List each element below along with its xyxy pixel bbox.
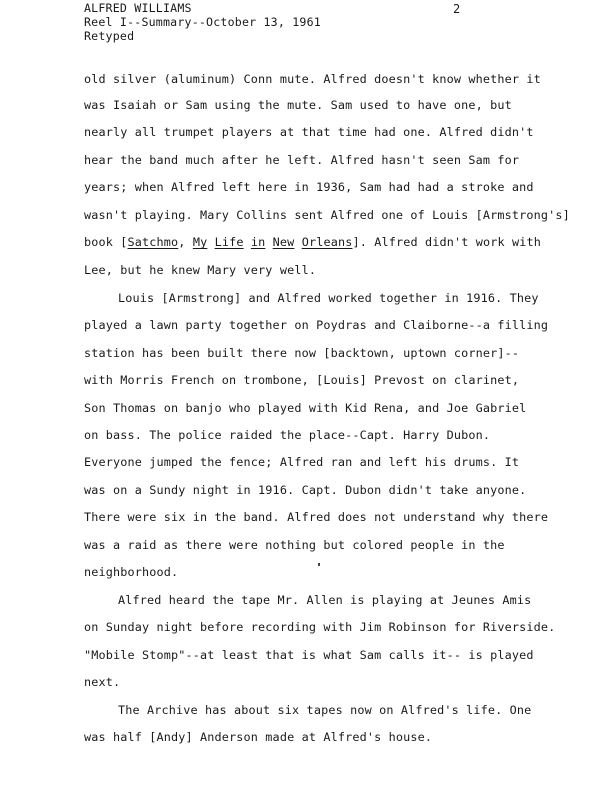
- p4-line-2: was half [Andy] Anderson made at Alfred's house.: [84, 730, 433, 744]
- book-title-word: New: [272, 235, 295, 249]
- p2-line-8: was on a Sundy night in 1916. Capt. Dubon didn't take anyone.: [84, 483, 527, 497]
- p2-line-7: Everyone jumped the fence; Alfred ran and left his drums. It: [84, 455, 520, 469]
- p1-line-7-text: book [: [84, 235, 128, 249]
- p3-line-3: "Mobile Stomp"--at least that is what Sam calls it-- is played: [84, 648, 534, 662]
- p1-line-7-text: ,: [178, 235, 193, 249]
- p1-line-7-text: [294, 235, 301, 249]
- p4-line-1: The Archive has about six tapes now on Alfred's life. One: [118, 703, 532, 717]
- p1-line-3: nearly all trumpet players at that time had one. Alfred didn't: [84, 125, 534, 139]
- header-name: ALFRED WILLIAMS: [84, 1, 192, 15]
- p1-line-6: wasn't playing. Mary Collins sent Alfred one of Louis [Armstrong's]: [84, 208, 570, 222]
- p2-line-2: played a lawn party together on Poydras and Claiborne--a filling: [84, 318, 549, 332]
- p1-line-7: [84, 235, 541, 249]
- p1-line-7-text: [207, 235, 214, 249]
- p1-line-4: hear the band much after he left. Alfred hasn't seen Sam for: [84, 153, 520, 167]
- book-title-word: in: [250, 235, 266, 249]
- p2-line-5: Son Thomas on banjo who played with Kid Rena, and Joe Gabriel: [84, 401, 527, 415]
- p2-line-9: There were six in the band. Alfred does not understand why there: [84, 510, 549, 524]
- p2-line-3: station has been built there now [backtown, uptown corner]--: [84, 346, 520, 360]
- book-title-word: Life: [214, 235, 244, 249]
- book-title-word: Satchmo: [127, 235, 179, 249]
- p3-line-2: on Sunday night before recording with Jim Robinson for Riverside.: [84, 620, 556, 634]
- stray-mark: [318, 563, 320, 566]
- p3-line-4: next.: [84, 675, 121, 689]
- p2-line-10: was a raid as there were nothing but colored people in the: [84, 538, 505, 552]
- page-number: 2: [453, 2, 461, 16]
- book-title-word: Orleans: [301, 235, 353, 249]
- p1-line-2: was Isaiah or Sam using the mute. Sam used to have one, but: [84, 98, 512, 112]
- header-status: Retyped: [84, 29, 135, 43]
- p1-line-1: old silver (aluminum) Conn mute. Alfred doesn't know whether it: [84, 72, 541, 86]
- header-reel-summary: Reel I--Summary--October 13, 1961: [84, 15, 321, 29]
- p2-line-6: on bass. The police raided the place--Capt. Harry Dubon.: [84, 428, 491, 442]
- p1-line-7-text: [244, 235, 251, 249]
- p1-line-7-text: [265, 235, 272, 249]
- p2-line-11: neighborhood.: [84, 565, 179, 579]
- book-title-word: My: [192, 235, 208, 249]
- p1-line-7-text: ]. Alfred didn't work with: [352, 235, 542, 249]
- p2-line-1: Louis [Armstrong] and Alfred worked together in 1916. They: [118, 291, 539, 305]
- p2-line-4: with Morris French on trombone, [Louis] Prevost on clarinet,: [84, 373, 520, 387]
- p1-line-8: Lee, but he knew Mary very well.: [84, 263, 317, 277]
- p3-line-1: Alfred heard the tape Mr. Allen is playing at Jeunes Amis: [118, 593, 532, 607]
- p1-line-5: years; when Alfred left here in 1936, Sam had had a stroke and: [84, 180, 534, 194]
